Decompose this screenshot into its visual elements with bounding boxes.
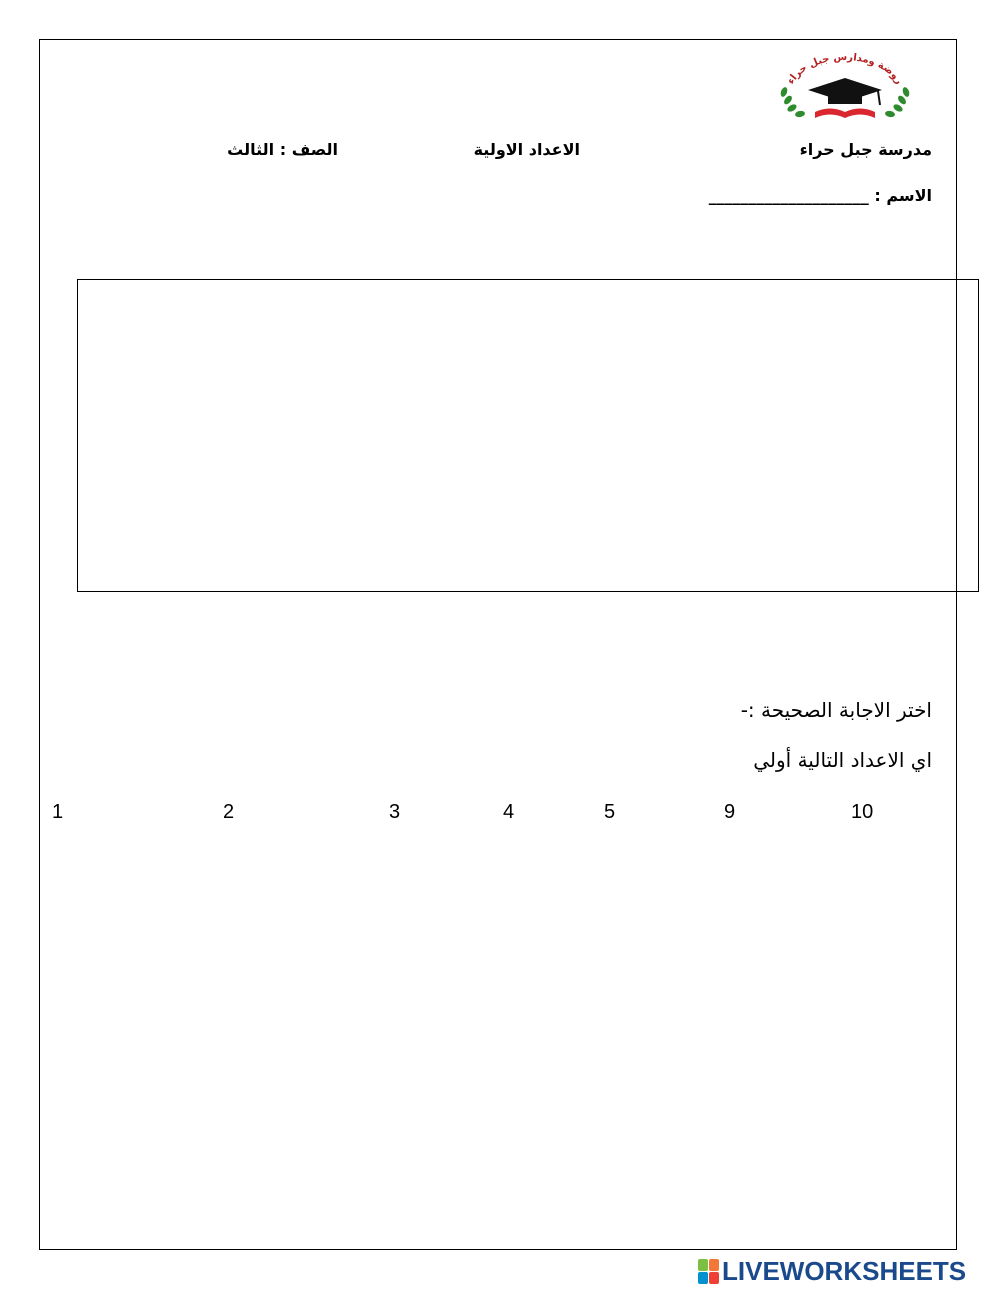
liveworksheets-logo bbox=[698, 1256, 966, 1286]
answer-option[interactable]: 3 bbox=[389, 801, 401, 823]
answer-box[interactable] bbox=[77, 279, 979, 592]
answer-option[interactable]: 9 bbox=[724, 801, 736, 823]
answer-option[interactable]: 2 bbox=[223, 801, 235, 823]
worksheet-subject: الاعداد الاولية bbox=[473, 140, 580, 159]
answer-option[interactable]: 5 bbox=[604, 801, 616, 823]
question-prompt: اي الاعداد التالية أولي bbox=[753, 748, 932, 772]
school-logo bbox=[770, 50, 920, 130]
school-name: مدرسة جبل حراء bbox=[799, 140, 932, 159]
brand-text: LIVEWORKSHEETS bbox=[722, 1255, 967, 1286]
answer-option[interactable]: 4 bbox=[503, 801, 515, 823]
page-border bbox=[39, 39, 957, 1250]
live-blocks-icon bbox=[698, 1259, 719, 1284]
student-name-field[interactable]: الاسم : ____________________ bbox=[708, 186, 932, 205]
answer-option[interactable]: 1 bbox=[52, 801, 64, 823]
answer-option[interactable]: 10 bbox=[851, 801, 874, 823]
instruction-text: اختر الاجابة الصحيحة :- bbox=[740, 698, 932, 722]
logo-arc-text: روضة ومدارس جبل حراء bbox=[785, 51, 905, 87]
grade-label: الصف : الثالث bbox=[227, 140, 338, 159]
graduation-cap-icon bbox=[808, 78, 882, 105]
